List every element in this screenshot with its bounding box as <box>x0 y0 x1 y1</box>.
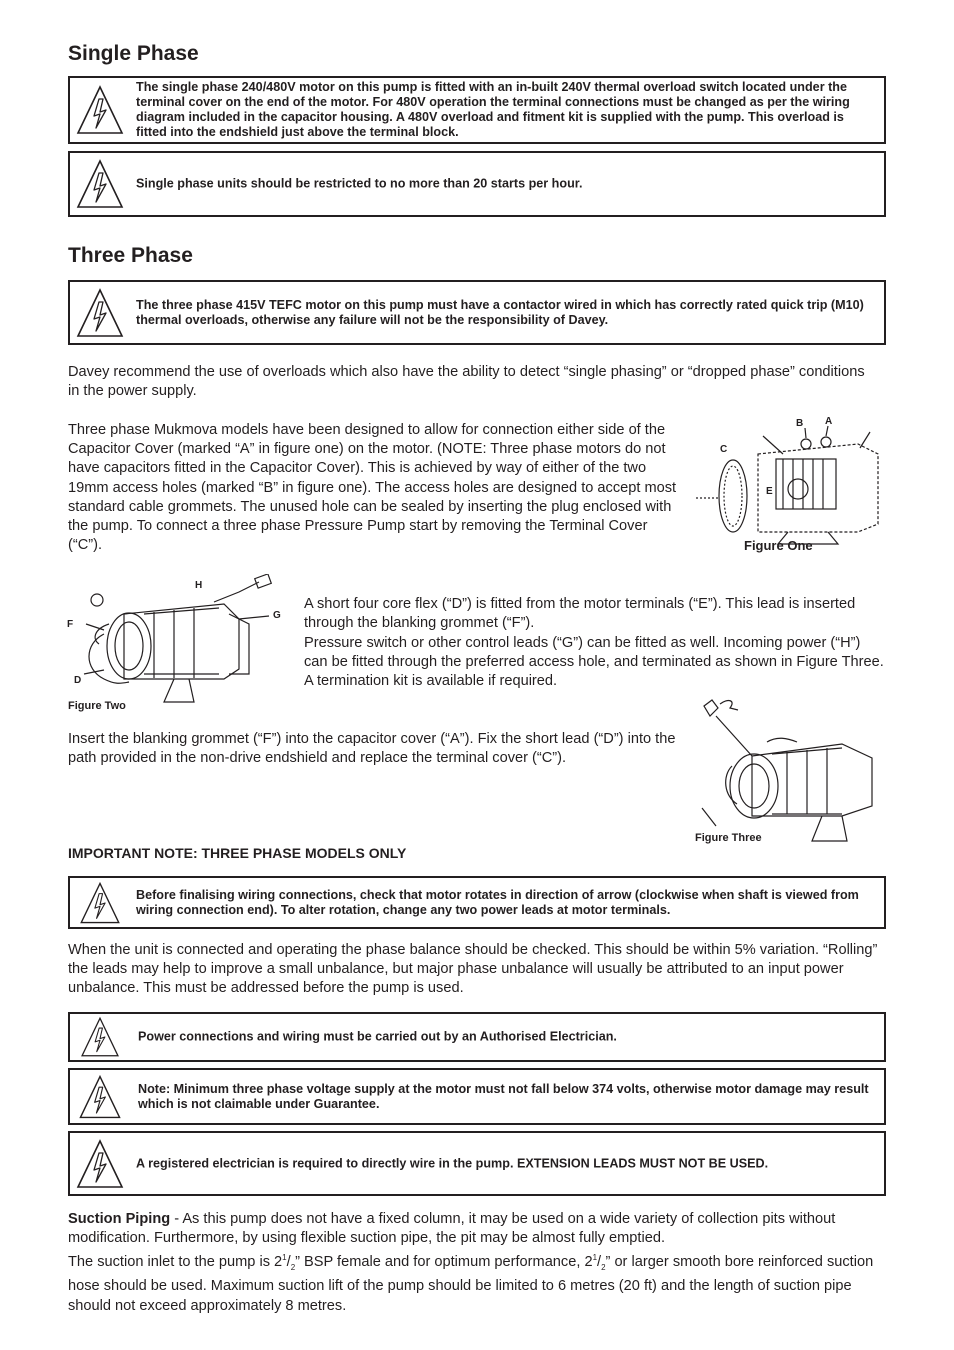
warning-box-rotation <box>68 876 886 929</box>
control-leads-paragraph: Pressure switch or other control leads (“G”) can be fitted as well. Incoming power (“H”) can be fitted through the preferred access hole, and terminated as shown in Figure Three. A termination kit is available if required. <box>304 635 884 690</box>
phase-balance-paragraph: When the unit is connected and operating the phase balance should be checked. This should be within 5% variation. “Rolling” the leads may help to improve a small unbalance, but major phase unbalance will usually be attributed to an input power unbalance. This must be addressed before the pump is used. <box>68 942 878 997</box>
warning-text: Single phase units should be restricted to no more than 20 starts per hour. <box>136 176 583 191</box>
warning-box-starts-per-hour <box>68 151 886 217</box>
fraction-denominator: 2 <box>290 1263 296 1273</box>
suction-piping-paragraph: Suction Piping - As this pump does not have a fixed column, it may be used on a wide variety of collection pits without modification. Furthermore, by using flexible suction pipe, the pit may be almost fully emptied. The suction inlet to the pump is $2^1/_2$” BSP female and for optimum performance, $2^1/_2$” or larger smooth bore reinforced suction hose should be used. Maximum suction lift of the pump should be limited to 6 metres (20 ft) and the length of suction pipe should not exceed approximately 8 metres. <box>68 1211 874 1314</box>
label-h: H <box>195 580 203 591</box>
label-c: C <box>720 444 728 455</box>
figure-two <box>64 574 288 716</box>
label-b: B <box>796 418 804 429</box>
blanking-grommet-paragraph: Insert the blanking grommet (“F”) into the capacitor cover (“A”). Fix the short lead (“D”) into the path provided in the non-drive endshield and replace the terminal cover (“C”). <box>68 731 676 767</box>
warning-box-minimum-voltage <box>68 1068 886 1125</box>
high-voltage-warning-icon <box>75 1073 125 1121</box>
figure-two-caption: Figure Two <box>68 700 126 712</box>
high-voltage-warning-icon <box>75 286 125 340</box>
fraction-numerator: 1 <box>282 1253 287 1263</box>
important-note-heading: IMPORTANT NOTE: THREE PHASE MODELS ONLY <box>68 845 407 861</box>
figure-three-caption: Figure Three <box>695 832 762 844</box>
warning-text: A registered electrician is required to directly wire in the pump. EXTENSION LEADS MUST NOT BE USED. <box>136 1156 769 1170</box>
warning-box-extension-leads <box>68 1131 886 1196</box>
four-core-flex-paragraph: A short four core flex (“D”) is fitted from the motor terminals (“E”). This lead is inserted through the blanking grommet (“F”). <box>304 596 856 632</box>
high-voltage-warning-icon <box>75 83 125 137</box>
high-voltage-warning-icon <box>75 1015 125 1059</box>
warning-text: Before finalising wiring connections, check that motor rotates in direction of arrow (clockwise when shaft is viewed from wiring connection end). To alter rotation, change any two power leads at motor terminals. <box>136 887 859 917</box>
label-e: E <box>766 486 773 497</box>
motor-wiring-drawing <box>64 574 288 716</box>
label-g: G <box>273 610 281 621</box>
overloads-paragraph: Davey recommend the use of overloads which also have the ability to detect “single phasing” or “dropped phase” conditions in the power supply. <box>68 364 865 400</box>
warning-text: The single phase 240/480V motor on this pump is fitted with an in-built 240V thermal overload switch located under the terminal cover on the end of the motor. For 480V operation the terminal connections must be changed as per the wiring diagram included in the capacitor housing. A 480V overload and fitment kit is supplied with the pump. This overload is fitted into the endshield just above the terminal block. <box>136 80 850 139</box>
suction-piping-label: Suction Piping <box>68 1211 171 1227</box>
figure-one-caption: Figure One <box>744 538 813 553</box>
suction-inlet-text-3: ” or larger smooth bore reinforced suction hose should be used. Maximum suction lift of the pump should be limited to 6 metres (20 ft) and the length of suction pipe should not exceed approximately 8 metres. <box>68 1254 874 1314</box>
figure-one <box>688 414 888 556</box>
warning-text: Power connections and wiring must be carried out by an Authorised Electrician. <box>138 1029 617 1044</box>
label-a: A <box>825 416 833 427</box>
warning-box-thermal-overload <box>68 76 886 144</box>
suction-inlet-text-2: ” BSP female and for optimum performance, 2 <box>295 1254 593 1271</box>
motor-exploded-drawing <box>688 414 888 556</box>
access-holes-paragraph: Three phase Mukmova models have been designed to allow for connection either side of the Capacitor Cover (marked “A” in figure one) on the motor. (NOTE: Three phase motors do not have capacitors fitted in the Capacitor Cover). This is achieved by way of either of the two 19mm access holes (marked “B” in figure one). The access holes are designed to accept most standard cable grommets. The unused hole can be sealed by inserting the plug enclosed with the pump. To connect a three phase Pressure Pump start by removing the Terminal Cover (“C”). <box>68 422 677 554</box>
high-voltage-warning-icon <box>75 157 125 211</box>
motor-termination-drawing <box>692 696 888 854</box>
three-phase-heading: Three Phase <box>68 244 193 267</box>
label-f: F <box>67 619 74 630</box>
warning-box-contactor <box>68 280 886 345</box>
high-voltage-warning-icon <box>75 880 125 926</box>
suction-piping-text: - As this pump does not have a fixed column, it may be used on a wide variety of collection pits without modification. Furthermore, by using flexible suction pipe, the pit may be almost fully emptied. <box>68 1211 836 1247</box>
warning-box-authorised-electrician <box>68 1012 886 1062</box>
label-d: D <box>74 675 82 686</box>
fraction-denominator: 2 <box>601 1263 606 1273</box>
warning-text: Note: Minimum three phase voltage supply at the motor must not fall below 374 volts, otherwise motor damage may result which is not claimable under Guarantee. <box>138 1081 869 1111</box>
high-voltage-warning-icon <box>75 1137 125 1191</box>
single-phase-heading: Single Phase <box>68 42 199 65</box>
fraction-numerator: 1 <box>592 1253 598 1263</box>
warning-text: The three phase 415V TEFC motor on this pump must have a contactor wired in which has correctly rated quick trip (M10) thermal overloads, otherwise any failure will not be the responsibility of Davey. <box>136 297 864 327</box>
suction-inlet-text: The suction inlet to the pump is 2 <box>68 1254 283 1271</box>
figure-three <box>692 696 888 854</box>
